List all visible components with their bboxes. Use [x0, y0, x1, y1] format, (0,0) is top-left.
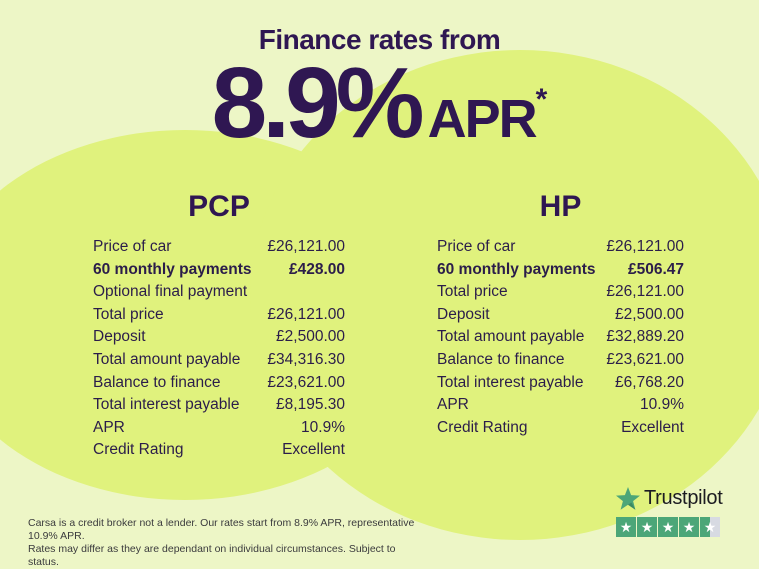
row-label: Credit Rating — [437, 418, 528, 436]
finance-row — [93, 439, 345, 462]
finance-row — [437, 417, 684, 440]
row-label: Credit Rating — [93, 441, 184, 459]
row-value: £23,621.00 — [267, 373, 345, 391]
row-value: £2,500.00 — [615, 305, 684, 323]
row-label: Balance to finance — [437, 350, 565, 368]
finance-row — [437, 372, 684, 395]
finance-row — [93, 349, 345, 372]
row-value: £506.47 — [627, 260, 684, 278]
trustpilot-star-box: ★ — [658, 517, 678, 537]
trustpilot-star-box: ★ — [700, 517, 720, 537]
trustpilot-star-box: ★ — [637, 517, 657, 537]
row-label: Optional final payment — [93, 283, 248, 301]
row-value: £23,621.00 — [606, 350, 684, 368]
disclaimer-line-2: Rates may differ as they are dependant on individual circumstances. Subject to status. — [28, 543, 396, 568]
row-value: 10.9% — [640, 396, 684, 414]
apr-asterisk: * — [535, 83, 548, 116]
row-value: £26,121.00 — [267, 238, 345, 255]
row-label: Total price — [93, 305, 164, 323]
row-label: Total price — [437, 283, 508, 301]
row-value: £2,500.00 — [276, 328, 345, 346]
finance-row — [93, 304, 345, 327]
row-label: 60 monthly payments — [437, 260, 596, 278]
headline-rate — [0, 48, 759, 158]
row-label: Total interest payable — [437, 373, 584, 391]
pcp-finance-table — [93, 192, 345, 462]
row-label: Deposit — [93, 328, 146, 346]
finance-row — [437, 394, 684, 417]
finance-row — [93, 394, 345, 417]
trustpilot-star-box: ★ — [616, 517, 636, 537]
finance-row — [93, 236, 345, 259]
finance-row — [93, 281, 345, 304]
row-label: 60 monthly payments — [93, 260, 252, 278]
trustpilot-brand-label: Trustpilot — [644, 487, 723, 509]
finance-row — [437, 259, 684, 282]
row-label: Price of car — [437, 238, 516, 255]
disclaimer-line-1: Carsa is a credit broker not a lender. Our rates start from 8.9% APR, representative 10.9% APR. — [28, 517, 415, 542]
row-label: Total interest payable — [93, 396, 240, 414]
row-value: Excellent — [621, 418, 684, 436]
row-label: Total amount payable — [437, 328, 585, 346]
finance-row — [93, 372, 345, 395]
legal-disclaimer — [28, 517, 418, 569]
row-label: APR — [93, 418, 125, 436]
pcp-heading: PCP — [188, 190, 250, 223]
row-value: £26,121.00 — [267, 305, 345, 323]
finance-row — [437, 304, 684, 327]
page-title: Finance rates from — [258, 24, 501, 55]
rate-value: 8.9% — [211, 47, 420, 159]
row-value: £8,195.30 — [276, 396, 345, 414]
pcp-rows — [93, 236, 345, 462]
row-value: £34,316.30 — [267, 350, 345, 368]
finance-row — [93, 417, 345, 440]
row-label: Balance to finance — [93, 373, 221, 391]
apr-label — [428, 83, 548, 150]
row-label: Total amount payable — [93, 350, 241, 368]
finance-row — [437, 236, 684, 259]
finance-row — [93, 326, 345, 349]
trustpilot-rating-stars — [616, 517, 746, 537]
row-value: 10.9% — [301, 418, 345, 436]
hp-heading: HP — [539, 190, 582, 223]
finance-row — [93, 259, 345, 282]
finance-row — [437, 349, 684, 372]
row-value: £6,768.20 — [615, 373, 684, 391]
hp-rows — [437, 236, 684, 439]
finance-row — [437, 281, 684, 304]
row-label: Price of car — [93, 238, 172, 255]
trustpilot-star-icon — [616, 487, 640, 510]
row-value: Excellent — [282, 441, 345, 459]
finance-row — [437, 326, 684, 349]
row-value: £32,889.20 — [606, 328, 684, 346]
row-value: £26,121.00 — [606, 283, 684, 301]
row-label: Deposit — [437, 305, 490, 323]
trustpilot-widget[interactable] — [616, 487, 746, 537]
row-label: APR — [437, 396, 469, 414]
trustpilot-star-box: ★ — [679, 517, 699, 537]
row-value: £26,121.00 — [606, 238, 684, 255]
apr-text: APR — [427, 89, 536, 149]
hp-finance-table — [437, 192, 684, 439]
row-value: £428.00 — [288, 260, 345, 278]
trustpilot-logo-row — [616, 487, 746, 510]
